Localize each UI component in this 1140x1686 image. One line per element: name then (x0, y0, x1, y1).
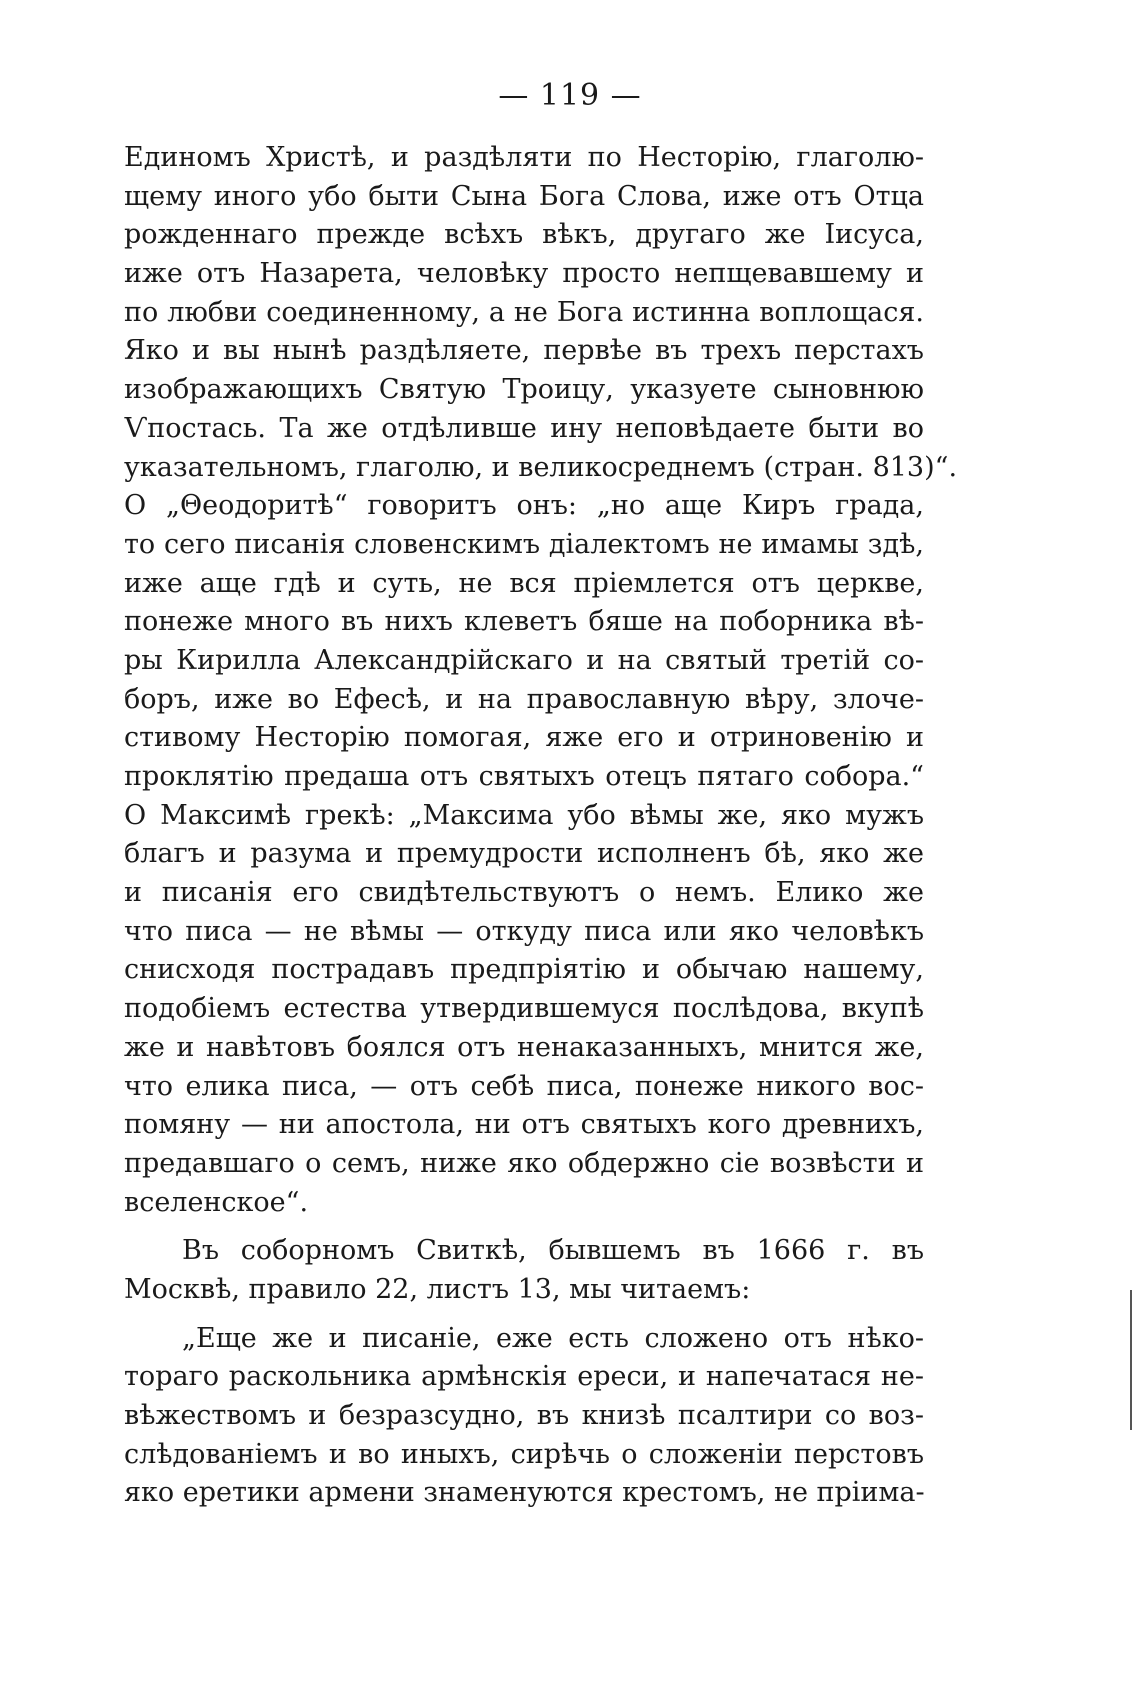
text-line: вѣжествомъ и безразсудно, въ книзѣ псалтири со воз- (124, 1400, 924, 1431)
page-number: — 119 — (498, 78, 642, 113)
body-text (124, 139, 958, 1513)
text-line: проклятію предаша отъ святыхъ отецъ пятаго собора.“ (124, 761, 924, 792)
text-line: О Максимѣ грекѣ: „Максима убо вѣмы же, яко мужъ (124, 799, 924, 831)
text-line: по любви соединенному, а не Бога истинна воплощася. (124, 296, 924, 328)
text-line: что писа — не вѣмы — откуду писа или яко человѣкъ (124, 915, 924, 947)
text-line: иже отъ Назарета, человѣку просто непщевавшему и (124, 258, 924, 290)
text-line: благъ и разума и премудрости исполненъ бѣ, яко же (124, 838, 924, 870)
text-line: Ѵпостась. Та же отдѣливше ину неповѣдаете быти во (124, 412, 924, 444)
text-line: Яко и вы нынѣ раздѣляете, первѣе въ трехъ перстахъ (124, 335, 924, 367)
text-line: же и навѣтовъ боялся отъ ненаказанныхъ, мнится же, (124, 1031, 924, 1063)
text-line: что елика писа, — отъ себѣ писа, понеже никого вос- (124, 1070, 924, 1102)
text-line: Въ соборномъ Свиткѣ, бывшемъ въ 1666 г. въ (182, 1235, 924, 1267)
text-line: стивому Несторію помогая, яже его и отриновенію и (124, 722, 924, 754)
text-line: и писанія его свидѣтельствуютъ о немъ. Елико же (124, 877, 924, 909)
text-line: предавшаго о семъ, ниже яко обдержно сіе возвѣсти и (124, 1147, 924, 1179)
text-line: подобіемъ естества утвердившемуся послѣдова, вкупѣ (124, 993, 924, 1025)
text-line: рожденнаго прежде всѣхъ вѣкъ, другаго же Іисуса, (124, 219, 924, 251)
text-line: Единомъ Христѣ, и раздѣляти по Несторію, глаголю- (124, 142, 924, 173)
text-line: тораго раскольника армѣнскія ереси, и напечатася не- (124, 1361, 924, 1393)
text-line: указательномъ, глаголю, и великосреднемъ (стран. 813)“. (124, 451, 958, 483)
text-line: ры Кирилла Александрійскаго и на святый третій со- (124, 644, 924, 676)
text-line: вселенское“. (124, 1186, 309, 1218)
text-line: изображающихъ Святую Троицу, указуете сыновнюю (124, 374, 924, 406)
page-edge-rule (1130, 1290, 1132, 1430)
text-line: понеже много въ нихъ клеветъ бяше на поборника вѣ- (124, 606, 924, 638)
text-line: щему иного убо быти Сына Бога Слова, иже отъ Отца (124, 180, 924, 212)
paragraph-1 (124, 139, 958, 1222)
text-line: яко еретики армени знаменуются крестомъ, не пріима- (124, 1477, 925, 1509)
text-line: боръ, иже во Ефесѣ, и на православную вѣру, злоче- (124, 683, 924, 715)
paragraph-2 (124, 1232, 924, 1309)
text-line: помяну — ни апостола, ни отъ святыхъ кого древнихъ, (124, 1109, 924, 1141)
paragraph-gap (124, 1222, 924, 1232)
text-line: О „Θеодоритѣ“ говоритъ онъ: „но аще Киръ града, (124, 490, 924, 522)
text-line: „Еще же и писаніе, еже есть сложено отъ нѣко- (182, 1322, 924, 1354)
text-line: слѣдованіемъ и во иныхъ, сирѣчь о сложеніи перстовъ (124, 1438, 924, 1470)
text-line: то сего писанія словенскимъ діалектомъ не имамы здѣ, (124, 528, 924, 560)
text-line: иже аще гдѣ и суть, не вся пріемлется отъ церкве, (124, 567, 924, 599)
text-line: снисходя пострадавъ предпріятію и обычаю нашему, (124, 954, 924, 986)
paragraph-3 (124, 1320, 924, 1513)
paragraph-gap (124, 1310, 924, 1320)
text-line: Москвѣ, правило 22, листъ 13, мы читаемъ: (124, 1273, 751, 1305)
